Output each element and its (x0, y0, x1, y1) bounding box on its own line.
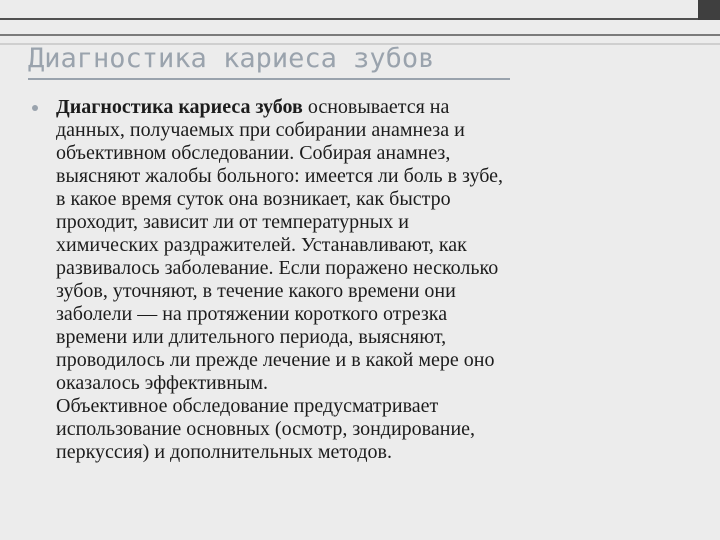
top-rule (0, 34, 720, 36)
text-line: использование основных (осмотр, зондирование, (56, 418, 476, 440)
text-line: проходит, зависит ли от температурных и (56, 211, 409, 233)
bullet-paragraph (56, 96, 680, 464)
text-line: объективном обследовании. Собирая анамнез, (56, 142, 451, 164)
text-line: в какое время суток она возникает, как быстро (56, 188, 451, 210)
top-dark-bar (698, 0, 720, 20)
slide-title: Диагностика кариеса зубов (28, 43, 435, 74)
text-line: Объективное обследование предусматривает (56, 395, 439, 417)
title-underline (28, 78, 510, 80)
text-line-segment: основывается на (302, 96, 450, 118)
text-line: зубов, уточняют, в течение какого времени они (56, 280, 456, 302)
text-line: химических раздражителей. Устанавливают, как (56, 234, 467, 256)
text-line: перкуссия) и дополнительных методов. (56, 441, 392, 463)
text-line: проводилось ли прежде лечение и в какой мере оно (56, 349, 495, 371)
bold-lead: Диагностика кариеса зубов (56, 96, 303, 118)
text-line: выясняют жалобы больного: имеется ли боль в зубе, (56, 165, 504, 187)
bullet-icon (32, 105, 38, 111)
text-line: времени или длительного периода, выясняют, (56, 326, 447, 348)
text-line (56, 96, 680, 119)
text-line: данных, получаемых при собирании анамнеза и (56, 119, 465, 141)
text-line: развивалось заболевание. Если поражено несколько (56, 257, 499, 279)
top-rule (0, 18, 698, 20)
text-line: заболели — на протяжении короткого отрезка (56, 303, 448, 325)
slide-body (30, 96, 680, 464)
text-line: оказалось эффективным. (56, 372, 269, 394)
